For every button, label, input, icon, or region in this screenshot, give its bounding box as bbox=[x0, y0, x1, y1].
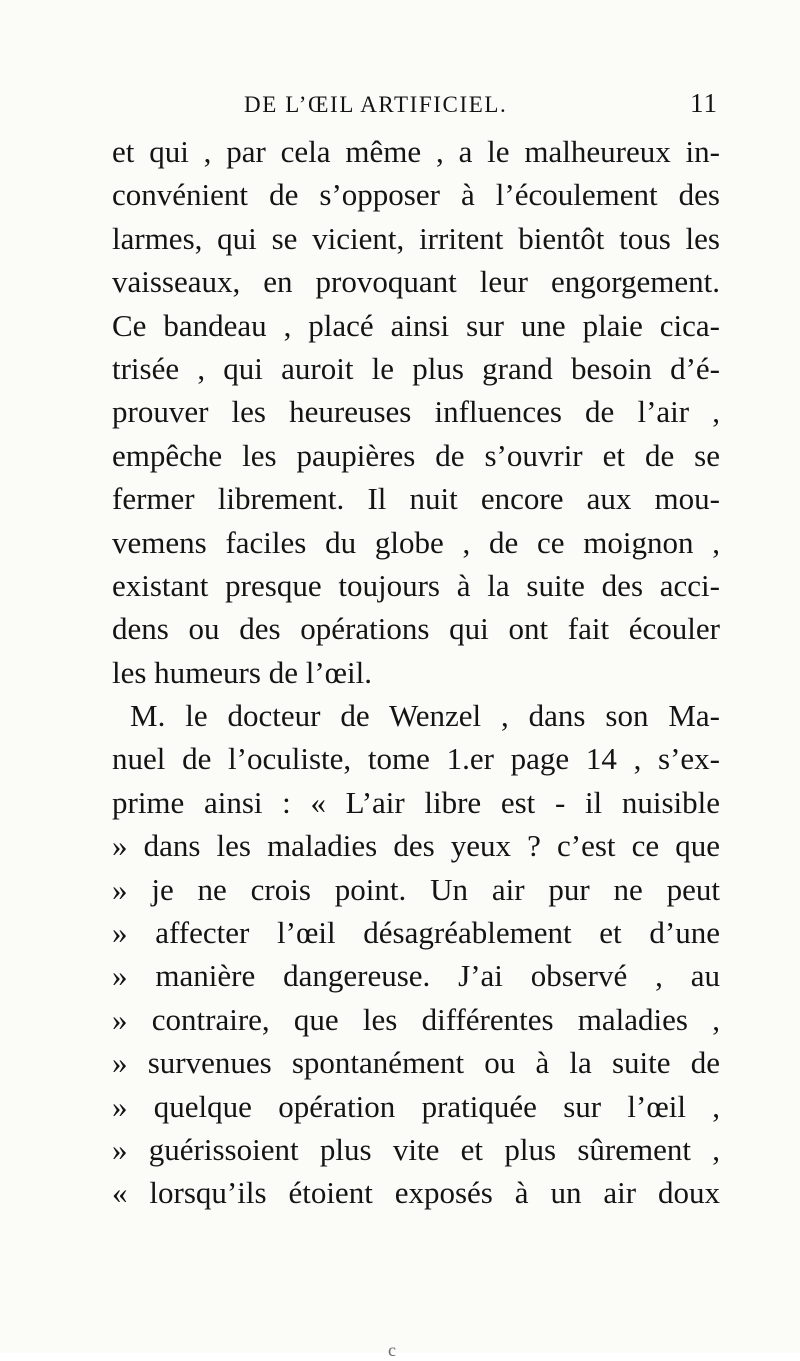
quotation-line: » quelque opération pratiquée sur l’œil , bbox=[112, 1088, 720, 1124]
quotation-line: » manière dangereuse. J’ai observé , au bbox=[112, 958, 720, 994]
text-line: vemens faciles du globe , de ce moignon , bbox=[112, 524, 720, 560]
quotation-line: » dans les maladies des yeux ? c’est ce que bbox=[112, 828, 720, 864]
quotation-line: » contraire, que les différentes maladies , bbox=[112, 1001, 720, 1037]
text-line: nuel de l’oculiste, tome 1.er page 14 , s’ex- bbox=[112, 741, 720, 777]
text-line: convénient de s’opposer à l’écoulement des bbox=[112, 177, 720, 213]
signature-mark: c bbox=[388, 1340, 396, 1360]
quotation-line: » guérissoient plus vite et plus sûrement , bbox=[112, 1131, 720, 1167]
page-number: 11 bbox=[690, 88, 718, 118]
text-line: dens ou des opérations qui ont fait écouler bbox=[112, 611, 720, 647]
text-line: fermer librement. Il nuit encore aux mou- bbox=[112, 481, 720, 517]
text-line: les humeurs de l’œil. bbox=[112, 654, 373, 690]
quotation-line: » je ne crois point. Un air pur ne peut bbox=[112, 871, 720, 907]
text-line: larmes, qui se vicient, irritent bientôt tous les bbox=[112, 220, 720, 256]
quotation-line: » affecter l’œil désagréablement et d’une bbox=[112, 915, 720, 951]
text-line: trisée , qui auroit le plus grand besoin d’é- bbox=[112, 350, 720, 386]
text-line: empêche les paupières de s’ouvrir et de se bbox=[112, 437, 720, 473]
paragraph-start-line: M. le docteur de Wenzel , dans son Ma- bbox=[130, 698, 720, 734]
text-line: prouver les heureuses influences de l’air , bbox=[112, 394, 720, 430]
text-line: existant presque toujours à la suite des acci- bbox=[112, 567, 720, 603]
text-line: Ce bandeau , placé ainsi sur une plaie cica- bbox=[112, 307, 720, 343]
running-header bbox=[244, 88, 718, 120]
text-line: vaisseaux, en provoquant leur engorgement. bbox=[112, 264, 720, 300]
quotation-line: « lorsqu’ils étoient exposés à un air doux bbox=[112, 1175, 720, 1211]
quotation-line: » survenues spontanément ou à la suite de bbox=[112, 1045, 720, 1081]
text-line: et qui , par cela même , a le malheureux in- bbox=[112, 134, 720, 169]
header-title: DE L’ŒIL ARTIFICIEL. bbox=[244, 92, 508, 117]
body-text bbox=[112, 130, 720, 1215]
text-line: prime ainsi : « L’air libre est - il nuisible bbox=[112, 784, 720, 820]
